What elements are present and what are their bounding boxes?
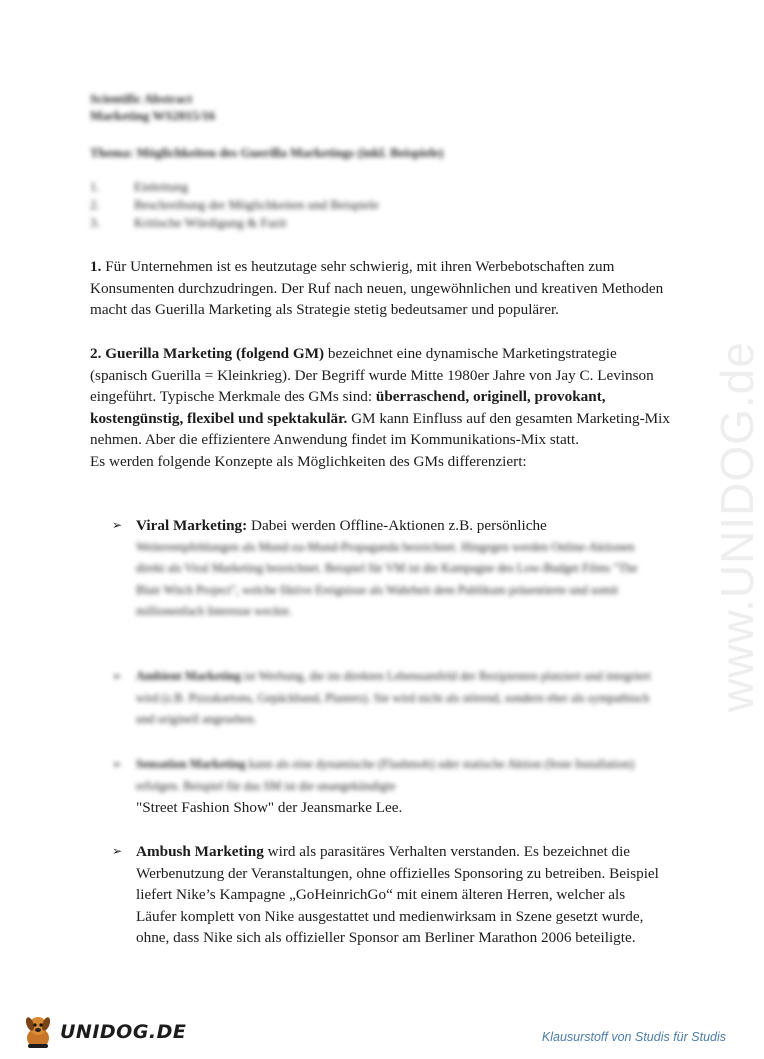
section-2-text-c: Es werden folgende Konzepte als Möglichkeiten des GMs differenziert: [90,452,527,470]
bullet-term: Ambient Marketing [136,669,241,683]
toc-item: 1. Einleitung [90,179,189,194]
bullet-term: Viral Marketing: [136,517,248,534]
header-line-2: Marketing WS2015/16 [90,108,216,123]
bullet-tail-text: "Street Fashion Show" der Jeansmarke Lee. [136,799,403,816]
toc-item: 2. Beschreibung der Möglichkeiten und Beispiele [90,197,379,212]
document-topic: Thema: Möglichkeiten des Guerilla Marketings (inkl. Beispiele) [90,145,444,160]
bullet-term: Ambush Marketing [136,843,264,860]
footer-slogan: Klausurstoff von Studis für Studis [541,1030,726,1044]
bullet-ambush-marketing [112,841,664,949]
bullet-term: Sensation Marketing [136,757,246,771]
section-2-text-b: GM kann Einfluss auf den gesamten Marketing-Mix nehmen. Aber die effizientere Anwendung findet im Kommunikations-Mix statt. [90,409,670,448]
dog-mascot-icon [22,1014,54,1050]
section-2-keywords: überraschend, originell, provokant, kostengünstig, flexibel und spektakulär. [90,388,606,427]
bullet-text: wird als parasitäres Verhalten verstanden. Es bezeichnet die Werbenutzung der Veranstaltungen, ohne offizielles Sponsoring zu betreiben. Beispiel liefert Nike’s Kampagne „GoHeinrichGo“ mit einem älteren Herren, welcher als Läufer komplett von Nike ausgestattet und medienwirksam in Szene gesetzt wurde, ohne, dass Nike sich als offizieller Sponsor am Berliner Marathon 2006 beteiligte. [136,843,659,946]
bullet-blurred-text: Weiterempfehlungen als Mund-zu-Mund-Propaganda bezeichnet. Hingegen werden Online-Aktionen direkt als Viral Marketing bezeichnet. Beispiel für VM ist die Kampagne des Low-Budget Films "The Blair Witch Project", welche fiktive Ereignisse als Wahrheit dem Publikum präsentierte und somit millionenfach Interesse weckte. [136,539,638,618]
section-1-paragraph [90,256,670,321]
document-header [90,90,215,124]
section-2-heading: 2. Guerilla Marketing (folgend GM) [90,345,325,362]
section-1-text: Für Unternehmen ist es heutzutage sehr schwierig, mit ihren Werbebotschaften zum Konsumenten durchzudringen. Der Ruf nach neuen, ungewöhnlichen und kreativen Methoden macht das Guerilla Marketing als Strategie stetig bedeutsamer und populärer. [90,258,664,318]
bullet-arrow-icon: ➢ [112,518,123,532]
toc-item: 3. Kritische Würdigung & Fazit [90,215,287,230]
bullet-viral-marketing [112,515,664,623]
bullet-ambient-marketing [112,666,664,731]
section-2-text-a: bezeichnet eine dynamische Marketingstrategie (spanisch Guerilla = Kleinkrieg). Der Begriff wurde Mitte 1980er Jahre von Jay C. Levinson eingeführt. Typische Merkmale des GMs sind: [90,345,654,405]
bullet-arrow-icon: ➢ [112,757,123,771]
section-2-paragraph [90,343,670,472]
bullet-arrow-icon: ➢ [112,669,123,683]
unidog-logo[interactable] [22,1012,186,1052]
bullet-arrow-icon: ➢ [112,844,123,858]
watermark-text: www.UNIDOG.de [711,341,763,712]
header-line-1: Scientific Abstract [90,91,193,106]
bullet-lead: Dabei werden Offline-Aktionen z.B. persönliche [247,517,547,534]
bullet-blurred-text: ist Werbung, die im direkten Lebensumfeld der Rezipienten platziert und integriert wird (z.B. Pizzakartons, Gepäckband, Plasters). Sie wird nicht als störend, sondern eher als sympathisch und originell angesehen. [136,669,651,726]
logo-text: UNIDOG.DE [60,1021,187,1043]
bullet-blurred-text: kann als eine dynamische (Flashmob) oder statische Aktion (feste Installation) erfolgen. Beispiel für das SM ist die unangekündigte [136,757,635,793]
bullet-sensation-marketing [112,754,664,819]
watermark [692,0,763,1059]
section-1-number: 1. [90,258,102,275]
table-of-contents [90,178,379,232]
